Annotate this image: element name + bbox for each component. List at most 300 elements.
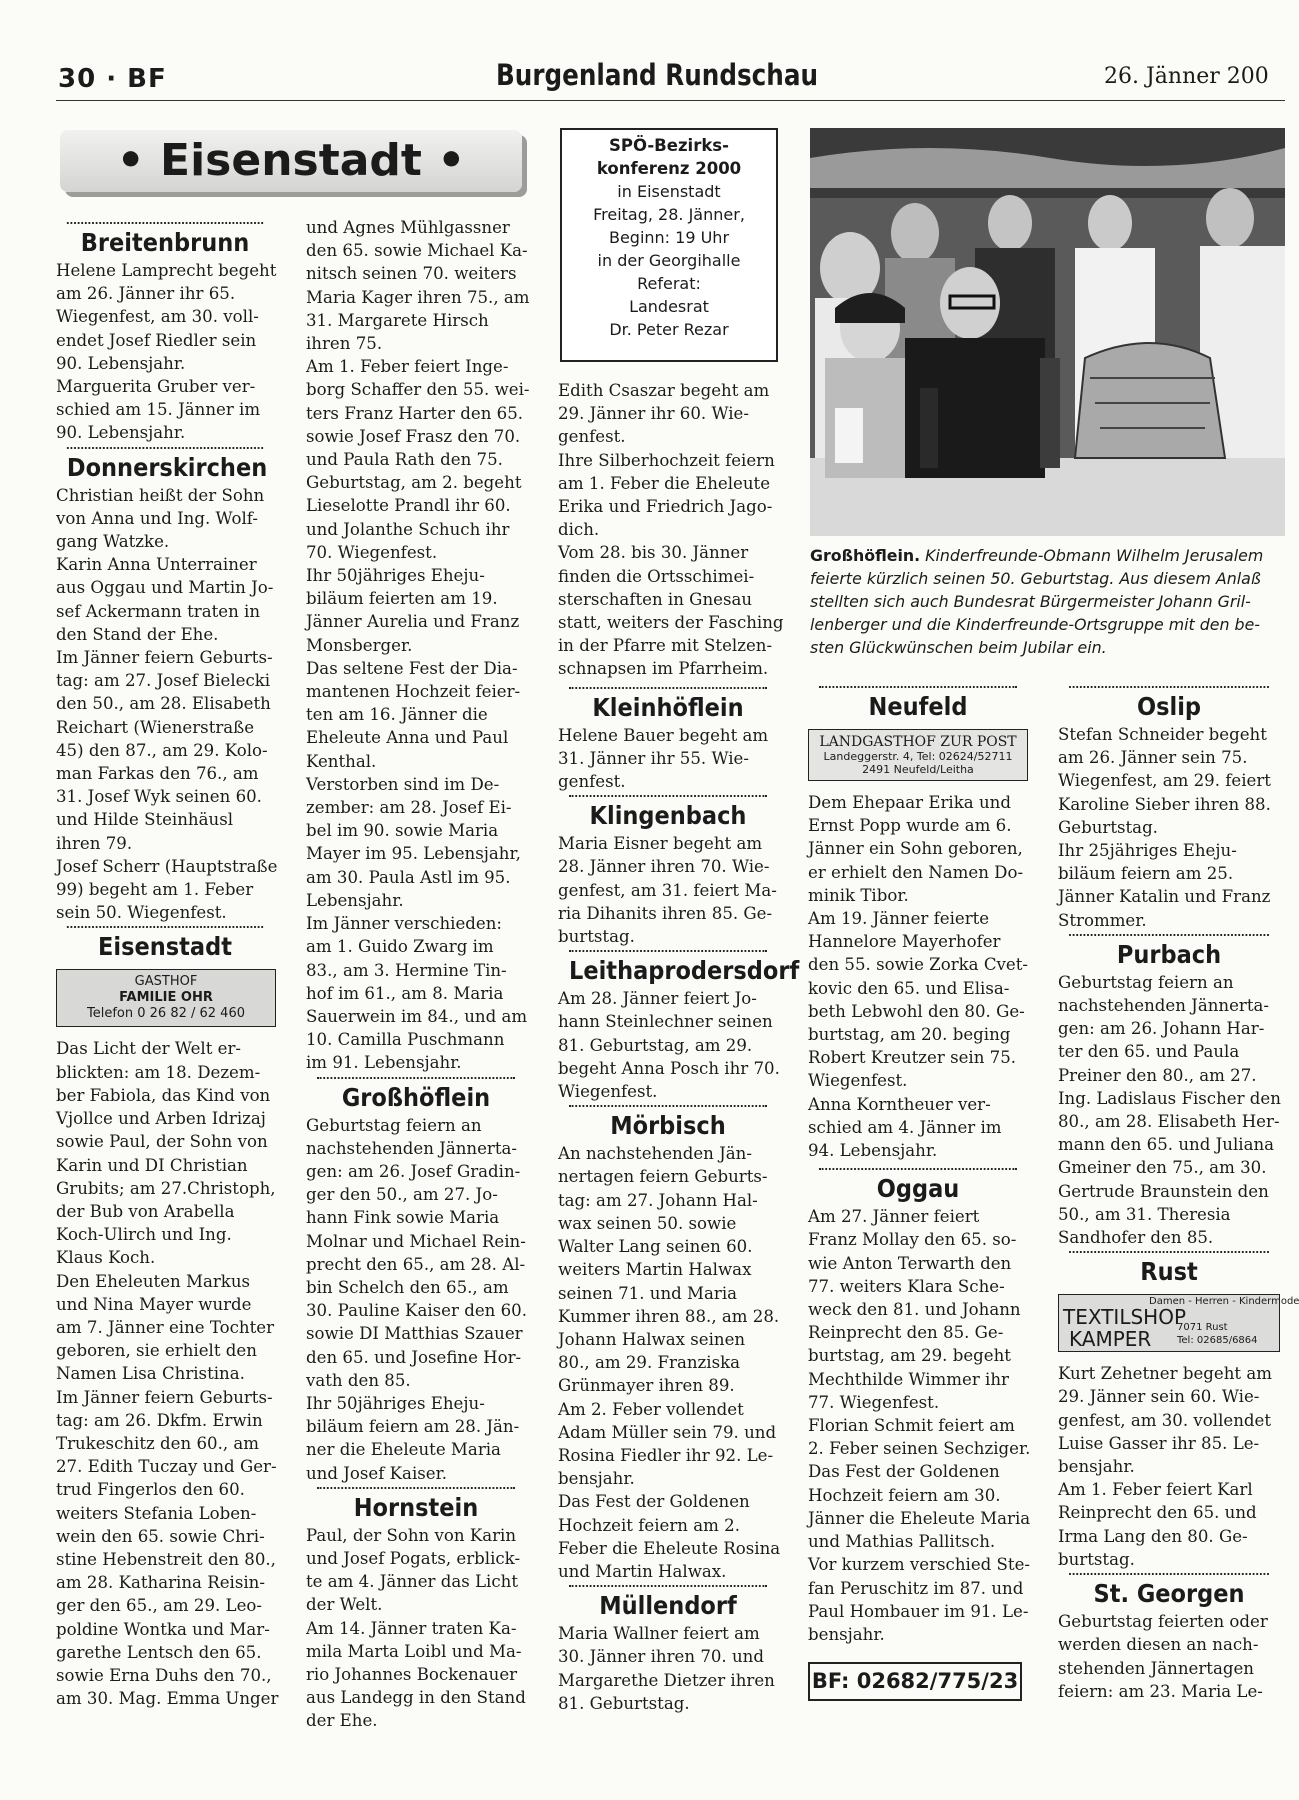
text-line: Wiegenfest. bbox=[558, 1082, 658, 1102]
text-line: weiters Stefania Loben- bbox=[56, 1503, 257, 1523]
article-rust bbox=[1058, 1362, 1280, 1571]
text-line: 30. Pauline Kaiser den 60. bbox=[306, 1301, 527, 1321]
text-line: Josef Scherr (Hauptstraße bbox=[56, 856, 278, 876]
text-line: 77. weiters Klara Sche- bbox=[808, 1276, 1005, 1296]
text-line: Ihr 25jähriges Eheju- bbox=[1058, 841, 1237, 861]
text-line: sef Ackermann traten in bbox=[56, 601, 261, 621]
text-line: Strommer. bbox=[1058, 910, 1147, 930]
text-line: wax seinen 50. sowie bbox=[558, 1213, 737, 1233]
ad-line: Landeggerstr. 4, Tel: 02624/52711 bbox=[823, 750, 1013, 763]
article-hornstein bbox=[306, 1524, 526, 1733]
bf-phone-box: BF: 02682/775/23 bbox=[808, 1662, 1022, 1701]
text-line: Hochzeit feiern am 2. bbox=[558, 1515, 740, 1535]
article-oslip bbox=[1058, 723, 1280, 932]
text-line: nitsch seinen 70. weiters bbox=[306, 264, 517, 284]
section-title-klingenbach: Klingenbach bbox=[569, 795, 767, 832]
text-line: Gertrude Braunstein den bbox=[1058, 1181, 1269, 1201]
text-line: Jänner die Eheleute Maria bbox=[808, 1508, 1031, 1528]
text-line: hof im 61., am 8. Maria bbox=[306, 983, 504, 1003]
text-line: Jänner Katalin und Franz bbox=[1058, 887, 1271, 907]
text-line: 70. Wiegenfest. bbox=[306, 542, 438, 562]
text-line: Namen Lisa Christina. bbox=[56, 1364, 245, 1384]
text-line: ten am 16. Jänner die bbox=[306, 705, 488, 725]
text-line: Hannelore Mayerhofer bbox=[808, 932, 1001, 952]
text-line: aus Landegg in den Stand bbox=[306, 1688, 526, 1708]
text-line: statt, weiters der Fasching bbox=[558, 613, 784, 633]
text-line: 31. Margarete Hirsch bbox=[306, 310, 489, 330]
text-line: 77. Wiegenfest. bbox=[808, 1392, 940, 1412]
box-line: Dr. Peter Rezar bbox=[609, 320, 729, 339]
text-line: 80., am 28. Elisabeth Her- bbox=[1058, 1112, 1280, 1132]
text-line: den 50., am 28. Elisabeth bbox=[56, 694, 271, 714]
text-line: Das Licht der Welt er- bbox=[56, 1039, 242, 1059]
text-line: Am 28. Jänner feiert Jo- bbox=[558, 989, 757, 1009]
text-line: bensjahr. bbox=[558, 1469, 635, 1489]
column-1 bbox=[56, 222, 279, 1710]
text-line: von Anna und Ing. Wolf- bbox=[56, 508, 258, 528]
text-line: Kummer ihren 88., am 28. bbox=[558, 1306, 780, 1326]
text-line: im 91. Lebensjahr. bbox=[306, 1053, 462, 1073]
text-line: und Paula Rath den 75. bbox=[306, 450, 503, 470]
text-line: Jänner ein Sohn geboren, bbox=[808, 839, 1023, 859]
text-line: hann Steinlechner seinen bbox=[558, 1012, 773, 1032]
text-line: Am 19. Jänner feierte bbox=[808, 909, 990, 929]
page-number: 30 · BF bbox=[58, 64, 167, 94]
text-line: 81. Geburtstag, am 29. bbox=[558, 1035, 753, 1055]
text-line: Grubits; am 27.Christoph, bbox=[56, 1178, 276, 1198]
text-line: Karin Anna Unterrainer bbox=[56, 555, 257, 575]
text-line: seinen 71. und Maria bbox=[558, 1283, 738, 1303]
text-line: Stefan Schneider begeht bbox=[1058, 725, 1267, 744]
text-line: Jänner Aurelia und Franz bbox=[306, 612, 520, 632]
text-line: feiern: am 23. Maria Le- bbox=[1058, 1681, 1263, 1701]
text-line: Karoline Sieber ihren 88. bbox=[1058, 794, 1271, 814]
text-line: Anna Korntheuer ver- bbox=[808, 1094, 991, 1114]
text-line: endet Josef Riedler sein bbox=[56, 330, 257, 350]
text-line: Dem Ehepaar Erika und bbox=[808, 793, 1011, 812]
ad-line: FAMILIE OHR bbox=[119, 990, 213, 1006]
text-line: Reinprecht den 85. Ge- bbox=[808, 1323, 1004, 1343]
text-line: schnapsen im Pfarrheim. bbox=[558, 659, 769, 679]
ad-line: LANDGASTHOF ZUR POST bbox=[819, 734, 1017, 750]
text-line: Gmeiner den 75., am 30. bbox=[1058, 1158, 1267, 1178]
text-line: Im Jänner verschieden: bbox=[306, 914, 502, 934]
text-line: minik Tibor. bbox=[808, 885, 909, 905]
text-line: und Mathias Pallitsch. bbox=[808, 1532, 996, 1552]
text-line: Lieselotte Prandl ihr 60. bbox=[306, 496, 511, 516]
text-line: Hochzeit feiern am 30. bbox=[808, 1485, 1001, 1505]
text-line: Eheleute Anna und Paul bbox=[306, 728, 509, 748]
text-line: Karin und DI Christian bbox=[56, 1155, 248, 1175]
article-grosshoeflein-cont bbox=[558, 379, 784, 681]
text-line: schied am 15. Jänner im bbox=[56, 400, 261, 420]
text-line: gen: am 26. Josef Gradin- bbox=[306, 1161, 521, 1181]
caption-line bbox=[810, 544, 1280, 567]
text-line: tag: am 26. Dkfm. Erwin bbox=[56, 1410, 263, 1430]
text-line: nachstehenden Jännerta- bbox=[1058, 996, 1270, 1016]
text-line: er erhielt den Namen Do- bbox=[808, 862, 1024, 882]
text-line: nertagen feiern Geburts- bbox=[558, 1167, 768, 1187]
text-line: precht den 65., am 28. Al- bbox=[306, 1254, 526, 1274]
text-line: trud Fingerlos den 60. bbox=[56, 1480, 245, 1500]
text-line: Wiegenfest. bbox=[808, 1071, 908, 1091]
text-line: werden diesen an nach- bbox=[1058, 1635, 1259, 1655]
text-line: 2. Feber seinen Sechziger. bbox=[808, 1439, 1031, 1459]
section-title-breitenbrunn: Breitenbrunn bbox=[67, 222, 263, 259]
column-4 bbox=[808, 686, 1031, 1701]
article-klingenbach bbox=[558, 832, 778, 948]
spoe-conference-box bbox=[560, 128, 778, 362]
article-eisenstadt bbox=[56, 1037, 279, 1710]
text-line: Marguerita Gruber ver- bbox=[56, 377, 256, 397]
box-line: SPÖ-Bezirks- bbox=[609, 136, 729, 155]
text-line: nachstehenden Jännerta- bbox=[306, 1138, 518, 1158]
text-line: Walter Lang seinen 60. bbox=[558, 1237, 753, 1257]
text-line: Reichart (Wienerstraße bbox=[56, 717, 255, 737]
text-line: bel im 90. sowie Maria bbox=[306, 821, 499, 841]
text-line: Helene Bauer begeht am bbox=[558, 725, 769, 745]
article-kleinhoeflein bbox=[558, 724, 778, 794]
text-line: Paul Hombauer im 91. Le- bbox=[808, 1601, 1029, 1621]
article-leithaprodersdorf bbox=[558, 987, 778, 1103]
text-line: burtstag. bbox=[1058, 1549, 1135, 1569]
text-line: und Jolanthe Schuch ihr bbox=[306, 519, 510, 539]
text-line: An nachstehenden Jän- bbox=[558, 1144, 752, 1164]
text-line: ger den 50., am 27. Jo- bbox=[306, 1185, 498, 1205]
text-line: Adam Müller sein 79. und bbox=[558, 1422, 777, 1442]
text-line: Koch-Ulirch und Ing. bbox=[56, 1225, 232, 1245]
text-line: wein den 65. sowie Chri- bbox=[56, 1526, 265, 1546]
text-line: Vom 28. bis 30. Jänner bbox=[558, 543, 749, 563]
text-line: burtstag. bbox=[558, 927, 635, 947]
text-line: Am 14. Jänner traten Ka- bbox=[306, 1618, 517, 1638]
ad-line: 2491 Neufeld/Leitha bbox=[862, 763, 974, 776]
text-line: Robert Kreutzer sein 75. bbox=[808, 1048, 1017, 1068]
text-line: Das Fest der Goldenen bbox=[558, 1492, 750, 1512]
text-line: borg Schaffer den 55. wei- bbox=[306, 380, 530, 400]
text-line: ger den 65., am 29. Leo- bbox=[56, 1596, 262, 1616]
text-line: Vor kurzem verschied Ste- bbox=[808, 1555, 1031, 1575]
text-line: tag: am 27. Johann Hal- bbox=[558, 1190, 758, 1210]
text-line: Lebensjahr. bbox=[306, 890, 404, 910]
text-line: 30. Jänner ihren 70. und bbox=[558, 1647, 764, 1667]
text-line: schied am 4. Jänner im bbox=[808, 1117, 1002, 1137]
text-line: und Josef Kaiser. bbox=[306, 1463, 447, 1483]
text-line: Geburtstag. bbox=[1058, 817, 1158, 837]
text-line: Ernst Popp wurde am 6. bbox=[808, 816, 1012, 836]
text-line: Maria Kager ihren 75., am bbox=[306, 287, 530, 307]
article-eisenstadt-cont bbox=[306, 216, 530, 1075]
box-line: Freitag, 28. Jänner, bbox=[593, 205, 745, 224]
section-title-oggau: Oggau bbox=[819, 1168, 1017, 1205]
text-line: am 26. Jänner ihr 65. bbox=[56, 284, 236, 304]
text-line: Paul, der Sohn von Karin bbox=[306, 1525, 517, 1545]
text-line: Grünmayer ihren 89. bbox=[558, 1376, 735, 1396]
text-line: ters Franz Harter den 65. bbox=[306, 403, 524, 423]
text-line: sein 50. Wiegenfest. bbox=[56, 903, 227, 923]
text-line: weiters Martin Halwax bbox=[558, 1260, 752, 1280]
text-line: Erika und Friedrich Jago- bbox=[558, 497, 773, 517]
text-line: und Agnes Mühlgassner bbox=[306, 218, 510, 237]
text-line: garethe Lentsch den 65. bbox=[56, 1642, 262, 1662]
text-line: Das seltene Fest der Dia- bbox=[306, 658, 518, 678]
text-line: Molnar und Michael Rein- bbox=[306, 1231, 526, 1251]
text-line: und Hilde Steinhäusl bbox=[56, 810, 234, 830]
text-line: den 65. und Josefine Hor- bbox=[306, 1347, 522, 1367]
text-line: genfest. bbox=[558, 427, 626, 447]
article-moerbisch bbox=[558, 1142, 781, 1583]
text-line: Verstorben sind im De- bbox=[306, 774, 500, 794]
ad-line: Damen - Herren - Kindermode bbox=[1149, 1296, 1299, 1308]
text-line: biläum feierten am 19. bbox=[306, 589, 498, 609]
text-line: Maria Eisner begeht am bbox=[558, 834, 763, 854]
text-line: den Stand der Ehe. bbox=[56, 624, 219, 644]
text-line: Ihr 50jähriges Eheju- bbox=[306, 1393, 485, 1413]
text-line: blickten: am 18. Dezem- bbox=[56, 1062, 261, 1082]
text-line: Geburtstag feierten oder bbox=[1058, 1612, 1268, 1632]
text-line: ner die Eheleute Maria bbox=[306, 1440, 501, 1460]
text-line: und Josef Pogats, erblick- bbox=[306, 1548, 521, 1568]
text-line: poldine Wontka und Mar- bbox=[56, 1619, 270, 1639]
text-line: am 1. Guido Zwarg im bbox=[306, 937, 494, 957]
text-line: Luise Gasser ihr 85. Le- bbox=[1058, 1433, 1260, 1453]
article-grosshoeflein bbox=[306, 1114, 526, 1485]
text-line: Geburtstag feiern an bbox=[306, 1115, 482, 1135]
text-line: 90. Lebensjahr. bbox=[56, 423, 186, 443]
group-photo bbox=[810, 128, 1285, 536]
text-line: am 1. Feber die Eheleute bbox=[558, 473, 771, 493]
text-line: finden die Ortsschimei- bbox=[558, 566, 755, 586]
text-line: genfest, am 31. feiert Ma- bbox=[558, 880, 777, 900]
text-line: Edith Csaszar begeht am bbox=[558, 381, 770, 400]
text-line: Am 1. Feber feiert Inge- bbox=[306, 357, 509, 377]
text-line: 29. Jänner sein 60. Wie- bbox=[1058, 1387, 1260, 1407]
text-line: Maria Wallner feiert am bbox=[558, 1624, 760, 1644]
page-header bbox=[56, 58, 1285, 101]
text-line: mila Marta Loibl und Ma- bbox=[306, 1641, 522, 1661]
text-line: in der Pfarre mit Stelzen- bbox=[558, 636, 773, 656]
article-oggau bbox=[808, 1205, 1031, 1646]
text-line: am 26. Jänner sein 75. bbox=[1058, 748, 1248, 768]
box-line: konferenz 2000 bbox=[596, 159, 742, 178]
text-line: Im Jänner feiern Geburts- bbox=[56, 648, 273, 668]
text-line: 31. Jänner ihr 55. Wie- bbox=[558, 748, 749, 768]
section-title-st-georgen: St. Georgen bbox=[1069, 1573, 1269, 1610]
text-line: 50., am 31. Theresia bbox=[1058, 1204, 1231, 1224]
group-photo-illustration bbox=[810, 128, 1285, 536]
caption-text: Kinderfreunde-Obmann Wilhelm Jerusalem bbox=[920, 546, 1264, 565]
text-line: Das Fest der Goldenen bbox=[808, 1462, 1000, 1482]
section-title-neufeld: Neufeld bbox=[819, 686, 1017, 723]
text-line: Florian Schmit feiert am bbox=[808, 1416, 1015, 1436]
ad-line: Tel: 02685/6864 bbox=[1177, 1335, 1258, 1347]
ad-gasthof-ohr bbox=[56, 969, 276, 1027]
text-line: 90. Lebensjahr. bbox=[56, 353, 186, 373]
text-line: dich. bbox=[558, 520, 600, 540]
text-line: mantenen Hochzeit feier- bbox=[306, 682, 521, 702]
text-line: Am 27. Jänner feiert bbox=[808, 1207, 980, 1227]
text-line: burtstag, am 29. begeht bbox=[808, 1346, 1011, 1366]
column-3 bbox=[558, 379, 800, 1715]
column-5 bbox=[1058, 686, 1299, 1796]
text-line: am 28. Katharina Reisin- bbox=[56, 1573, 265, 1593]
text-line: Geburtstag, am 2. begeht bbox=[306, 473, 522, 493]
text-line: Sauerwein im 84., und am bbox=[306, 1006, 528, 1026]
text-line: 83., am 3. Hermine Tin- bbox=[306, 960, 507, 980]
section-title-leithaprodersdorf: Leithaprodersdorf bbox=[569, 950, 767, 987]
text-line: genfest. bbox=[558, 772, 626, 792]
text-line: begeht Anna Posch ihr 70. bbox=[558, 1058, 780, 1078]
ad-landgasthof-post bbox=[808, 729, 1028, 781]
ad-textilshop-kamper bbox=[1058, 1294, 1299, 1352]
region-banner: • Eisenstadt • bbox=[60, 130, 522, 192]
box-line: in Eisenstadt bbox=[617, 182, 721, 201]
text-line: stehenden Jännertagen bbox=[1058, 1658, 1254, 1678]
text-line: 27. Edith Tuczay und Ger- bbox=[56, 1457, 277, 1477]
ad-line: KAMPER bbox=[1069, 1327, 1152, 1352]
text-line: ihren 75. bbox=[306, 334, 383, 354]
box-line: Landesrat bbox=[629, 297, 709, 316]
text-line: stine Hebenstreit den 80., bbox=[56, 1549, 276, 1569]
text-line: Geburtstag feiern an bbox=[1058, 972, 1234, 992]
text-line: Reinprecht den 65. und bbox=[1058, 1503, 1257, 1523]
newspaper-name: Burgenland Rundschau bbox=[496, 58, 819, 92]
column-2 bbox=[306, 216, 530, 1733]
text-line: Johann Halwax seinen bbox=[558, 1329, 746, 1349]
text-line: Am 1. Feber feiert Karl bbox=[1058, 1480, 1253, 1500]
text-line: bensjahr. bbox=[1058, 1457, 1135, 1477]
text-line: Margarethe Dietzer ihren bbox=[558, 1670, 775, 1690]
text-line: Wiegenfest, am 30. voll- bbox=[56, 307, 259, 327]
text-line: Mechthilde Wimmer ihr bbox=[808, 1369, 1009, 1389]
text-line: sowie Paul, der Sohn von bbox=[56, 1132, 268, 1152]
text-line: am 7. Jänner eine Tochter bbox=[56, 1317, 275, 1337]
caption-line: lenberger und die Kinderfreunde-Ortsgruppe mit den be- bbox=[810, 615, 1260, 634]
text-line: Den Eheleuten Markus bbox=[56, 1271, 251, 1291]
text-line: ihren 79. bbox=[56, 833, 133, 853]
text-line: ber Fabiola, das Kind von bbox=[56, 1085, 271, 1105]
text-line: bensjahr. bbox=[808, 1624, 885, 1644]
text-line: Christian heißt der Sohn bbox=[56, 485, 265, 505]
ad-line: TEXTILSHOP bbox=[1063, 1305, 1186, 1330]
article-donnerskirchen bbox=[56, 484, 278, 925]
text-line: 10. Camilla Puschmann bbox=[306, 1030, 505, 1050]
text-line: sterschaften in Gnesau bbox=[558, 589, 753, 609]
text-line: der Ehe. bbox=[306, 1711, 378, 1731]
text-line: Monsberger. bbox=[306, 635, 413, 655]
text-line: 80., am 29. Franziska bbox=[558, 1353, 741, 1373]
text-line: burtstag, am 20. beging bbox=[808, 1025, 1011, 1045]
text-line: weck den 81. und Johann bbox=[808, 1300, 1021, 1320]
text-line: rio Johannes Bockenauer bbox=[306, 1664, 518, 1684]
text-line: vath den 85. bbox=[306, 1370, 411, 1390]
section-title-purbach: Purbach bbox=[1069, 934, 1269, 971]
text-line: und Martin Halwax. bbox=[558, 1561, 727, 1581]
text-line: sowie Erna Duhs den 70., bbox=[56, 1665, 272, 1685]
photo-caption bbox=[810, 544, 1280, 659]
text-line: Franz Mollay den 65. so- bbox=[808, 1230, 1017, 1250]
text-line: geboren, sie erhielt den bbox=[56, 1341, 257, 1361]
text-line: Ing. Ladislaus Fischer den bbox=[1058, 1088, 1281, 1108]
text-line: am 30. Mag. Emma Unger bbox=[56, 1689, 279, 1709]
ad-line: GASTHOF bbox=[134, 974, 198, 990]
text-line: man Farkas den 76., am bbox=[56, 764, 259, 784]
caption-line: sten Glückwünschen beim Jubilar ein. bbox=[810, 638, 1107, 657]
text-line: 29. Jänner ihr 60. Wie- bbox=[558, 404, 749, 424]
text-line: am 30. Paula Astl im 95. bbox=[306, 867, 511, 887]
text-line: 28. Jänner ihren 70. Wie- bbox=[558, 857, 770, 877]
text-line: ter den 65. und Paula bbox=[1058, 1042, 1240, 1062]
text-line: Sandhofer den 85. bbox=[1058, 1228, 1214, 1248]
section-title-donnerskirchen: Donnerskirchen bbox=[67, 447, 263, 484]
text-line: Helene Lamprecht begeht bbox=[56, 261, 277, 280]
text-line: 45) den 87., am 29. Kolo- bbox=[56, 740, 268, 760]
section-title-oslip: Oslip bbox=[1069, 686, 1269, 723]
text-line: biläum feiern am 28. Jän- bbox=[306, 1417, 520, 1437]
text-line: Vjollce und Arben Idrizaj bbox=[56, 1109, 266, 1129]
issue-date: 26. Jänner 200 bbox=[1104, 64, 1269, 89]
text-line: beth Lebwohl den 80. Ge- bbox=[808, 1001, 1025, 1021]
text-line: sowie Josef Frasz den 70. bbox=[306, 426, 521, 446]
section-title-eisenstadt: Eisenstadt bbox=[67, 926, 263, 963]
section-title-muellendorf: Müllendorf bbox=[569, 1585, 767, 1622]
text-line: fan Peruschitz im 87. und bbox=[808, 1578, 1024, 1598]
caption-place: Großhöflein. bbox=[810, 546, 921, 565]
text-line: Ihr 50jähriges Eheju- bbox=[306, 566, 485, 586]
box-line: Beginn: 19 Uhr bbox=[608, 228, 730, 247]
text-line: biläum feiern am 25. bbox=[1058, 864, 1234, 884]
text-line: Preiner den 80., am 27. bbox=[1058, 1065, 1257, 1085]
text-line: ria Dihanits ihren 85. Ge- bbox=[558, 903, 773, 923]
text-line: aus Oggau und Martin Jo- bbox=[56, 578, 274, 598]
text-line: Im Jänner feiern Geburts- bbox=[56, 1387, 273, 1407]
caption-line: feierte kürzlich seinen 50. Geburtstag. Aus diesem Anlaß bbox=[810, 569, 1261, 588]
text-line: mann den 65. und Juliana bbox=[1058, 1135, 1275, 1155]
article-purbach bbox=[1058, 971, 1280, 1249]
text-line: den 55. sowie Zorka Cvet- bbox=[808, 955, 1029, 975]
caption-line: stellten sich auch Bundesrat Bürgermeister Johann Gril- bbox=[810, 592, 1251, 611]
text-line: Trukeschitz den 60., am bbox=[56, 1433, 260, 1453]
text-line: 94. Lebensjahr. bbox=[808, 1141, 938, 1161]
box-line: in der Georgihalle bbox=[597, 251, 741, 270]
text-line: bin Schelch den 65., am bbox=[306, 1277, 509, 1297]
article-breitenbrunn bbox=[56, 259, 277, 445]
text-line: Rosina Fiedler ihr 92. Le- bbox=[558, 1445, 774, 1465]
text-line: gen: am 26. Johann Har- bbox=[1058, 1019, 1265, 1039]
text-line: Kenthal. bbox=[306, 751, 377, 771]
text-line: wie Anton Terwarth den bbox=[808, 1253, 1012, 1273]
article-neufeld bbox=[808, 791, 1028, 1162]
text-line: Wiegenfest, am 29. feiert bbox=[1058, 771, 1271, 791]
text-line: tag: am 27. Josef Bielecki bbox=[56, 671, 271, 691]
article-st-georgen bbox=[1058, 1610, 1280, 1703]
text-line: der Welt. bbox=[306, 1595, 383, 1615]
section-title-kleinhoeflein: Kleinhöflein bbox=[569, 687, 767, 724]
section-title-rust: Rust bbox=[1069, 1251, 1269, 1288]
text-line: Mayer im 95. Lebensjahr, bbox=[306, 844, 521, 864]
section-title-grosshoeflein: Großhöflein bbox=[317, 1077, 515, 1114]
text-line: kovic den 65. und Elisa- bbox=[808, 978, 1010, 998]
text-line: Kurt Zehetner begeht am bbox=[1058, 1364, 1272, 1384]
section-title-hornstein: Hornstein bbox=[317, 1487, 515, 1524]
text-line: und Nina Mayer wurde bbox=[56, 1294, 252, 1314]
text-line: 31. Josef Wyk seinen 60. bbox=[56, 787, 262, 807]
article-muellendorf bbox=[558, 1622, 778, 1715]
text-line: Feber die Eheleute Rosina bbox=[558, 1538, 781, 1558]
ad-line: 7071 Rust bbox=[1177, 1322, 1228, 1334]
text-line: hann Fink sowie Maria bbox=[306, 1208, 500, 1228]
section-title-moerbisch: Mörbisch bbox=[569, 1105, 767, 1142]
